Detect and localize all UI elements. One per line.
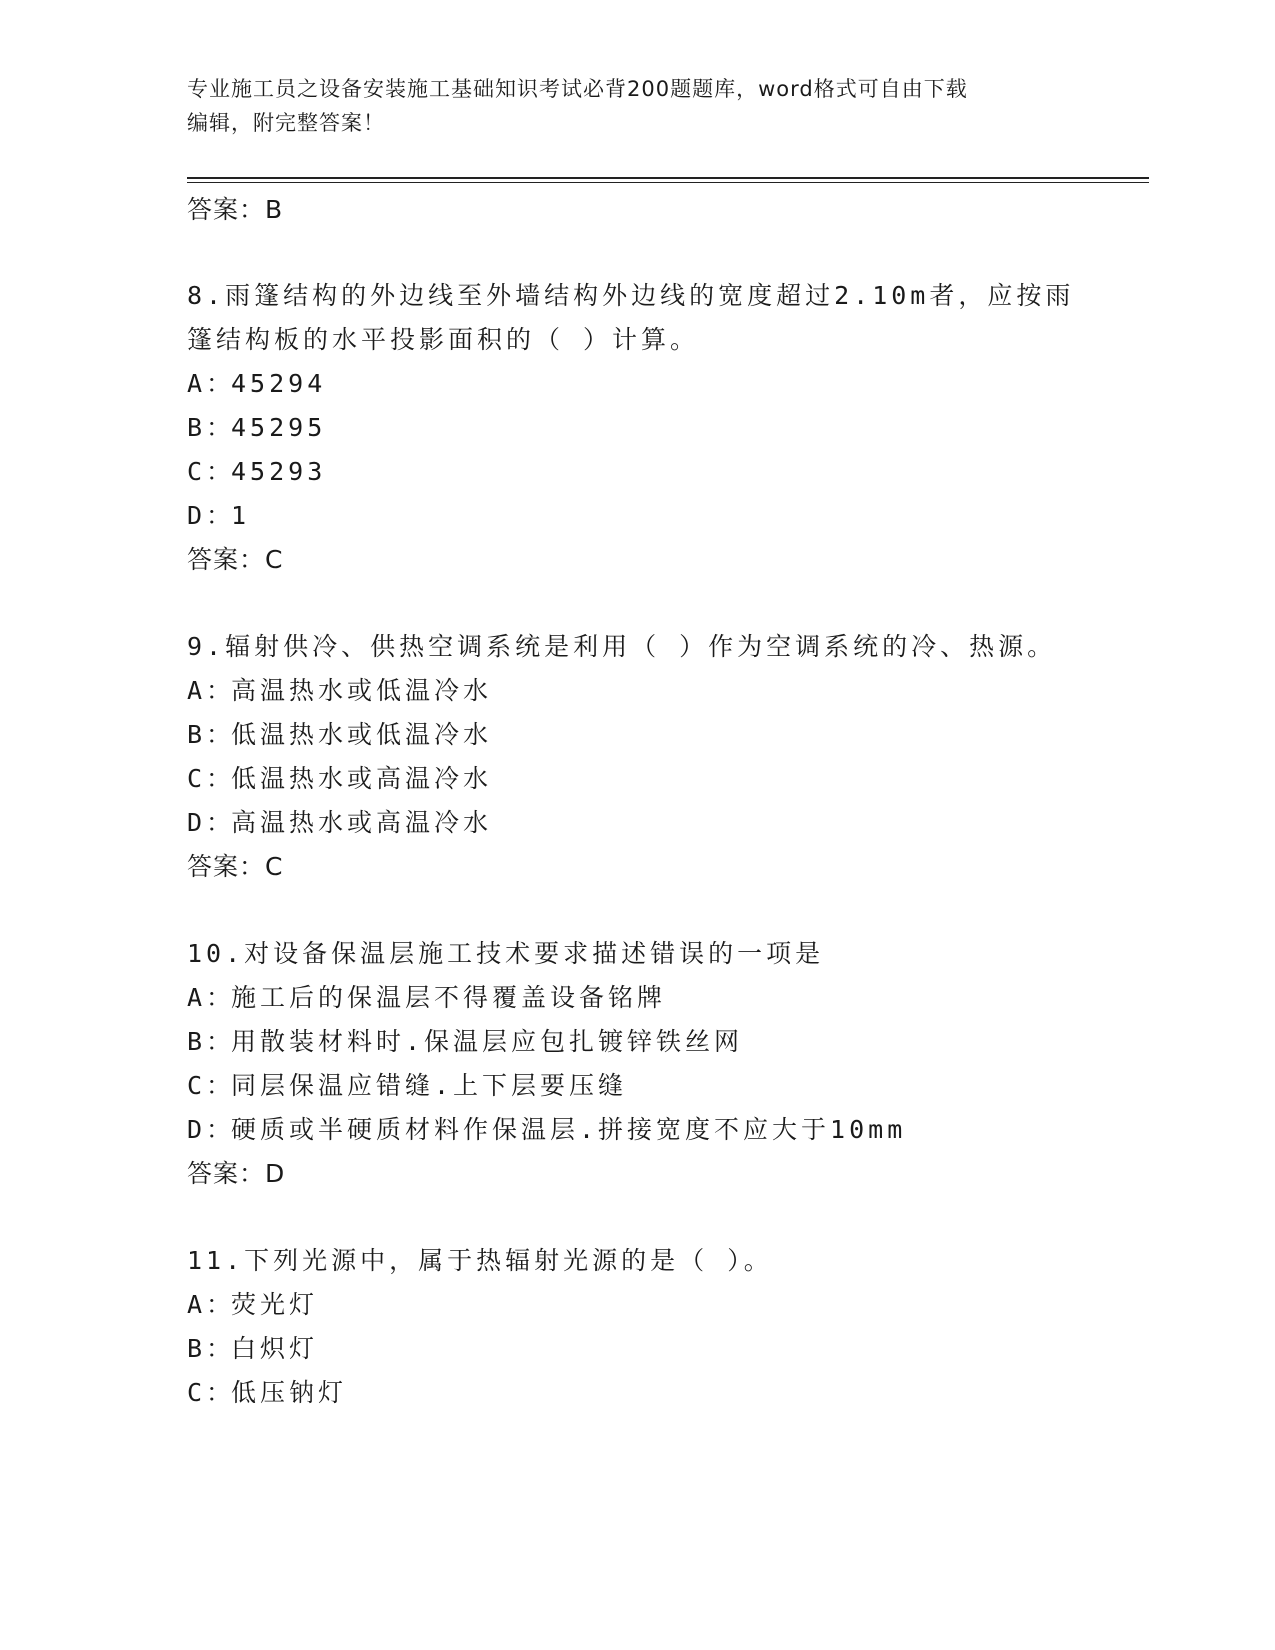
option-a (187, 364, 326, 400)
option-key: D： (187, 1115, 236, 1144)
header-divider-thick (187, 177, 1149, 179)
option-text: 同层保温应错缝.上下层要压缝 (231, 1071, 628, 1100)
header-divider-thin (187, 182, 1149, 183)
option-text: 45295 (231, 413, 327, 442)
option-text: 高温热水或低温冷水 (231, 676, 493, 705)
answer: 答案：C (187, 852, 284, 881)
answer: 答案：C (187, 545, 284, 574)
option-key: C： (187, 764, 236, 793)
title-line-2: 编辑，附完整答案！ (187, 111, 385, 135)
option-text: 1 (231, 501, 251, 530)
option-text: 施工后的保温层不得覆盖设备铭牌 (231, 983, 667, 1012)
option-b (187, 408, 326, 444)
option-a (187, 978, 666, 1014)
document-title (187, 72, 1087, 140)
option-c (187, 1066, 627, 1102)
title-line-1: 专业施工员之设备安装施工基础知识考试必背200题题库，word格式可自由下载 (187, 77, 968, 101)
option-c (187, 452, 326, 488)
question-stem: 8.雨篷结构的外边线至外墙结构外边线的宽度超过2.10m者，应按雨 (187, 281, 1075, 310)
option-key: A： (187, 983, 236, 1012)
option-text: 白炽灯 (231, 1334, 319, 1363)
option-key: C： (187, 1378, 236, 1407)
option-d (187, 803, 492, 839)
option-text: 高温热水或高温冷水 (231, 808, 493, 837)
previous-answer: 答案：B (187, 195, 284, 224)
question-stem: 10.对设备保温层施工技术要求描述错误的一项是 (187, 939, 825, 968)
question-stem: 11.下列光源中，属于热辐射光源的是（ ）。 (187, 1246, 773, 1275)
option-text: 低温热水或高温冷水 (231, 764, 493, 793)
option-key: B： (187, 413, 236, 442)
option-a (187, 1285, 318, 1321)
question-stem-cont: 篷结构板的水平投影面积的（ ）计算。 (187, 325, 700, 354)
option-d (187, 1110, 906, 1146)
option-key: C： (187, 1071, 236, 1100)
option-key: B： (187, 720, 236, 749)
option-text: 45294 (231, 369, 327, 398)
answer: 答案：D (187, 1159, 286, 1188)
option-b (187, 1022, 743, 1058)
option-key: D： (187, 501, 236, 530)
option-key: B： (187, 1334, 236, 1363)
option-text: 45293 (231, 457, 327, 486)
option-c (187, 759, 492, 795)
option-text: 用散装材料时.保温层应包扎镀锌铁丝网 (231, 1027, 744, 1056)
option-b (187, 1329, 318, 1365)
option-key: B： (187, 1027, 236, 1056)
option-text: 硬质或半硬质材料作保温层.拼接宽度不应大于10mm (231, 1115, 907, 1144)
option-key: A： (187, 676, 236, 705)
option-b (187, 715, 492, 751)
option-a (187, 671, 492, 707)
option-text: 低压钠灯 (231, 1378, 348, 1407)
option-key: C： (187, 457, 236, 486)
option-key: A： (187, 369, 236, 398)
question-stem: 9.辐射供冷、供热空调系统是利用（ ）作为空调系统的冷、热源。 (187, 632, 1057, 661)
option-key: D： (187, 808, 236, 837)
option-c (187, 1373, 347, 1409)
option-key: A： (187, 1290, 236, 1319)
option-d (187, 496, 250, 532)
option-text: 荧光灯 (231, 1290, 319, 1319)
option-text: 低温热水或低温冷水 (231, 720, 493, 749)
